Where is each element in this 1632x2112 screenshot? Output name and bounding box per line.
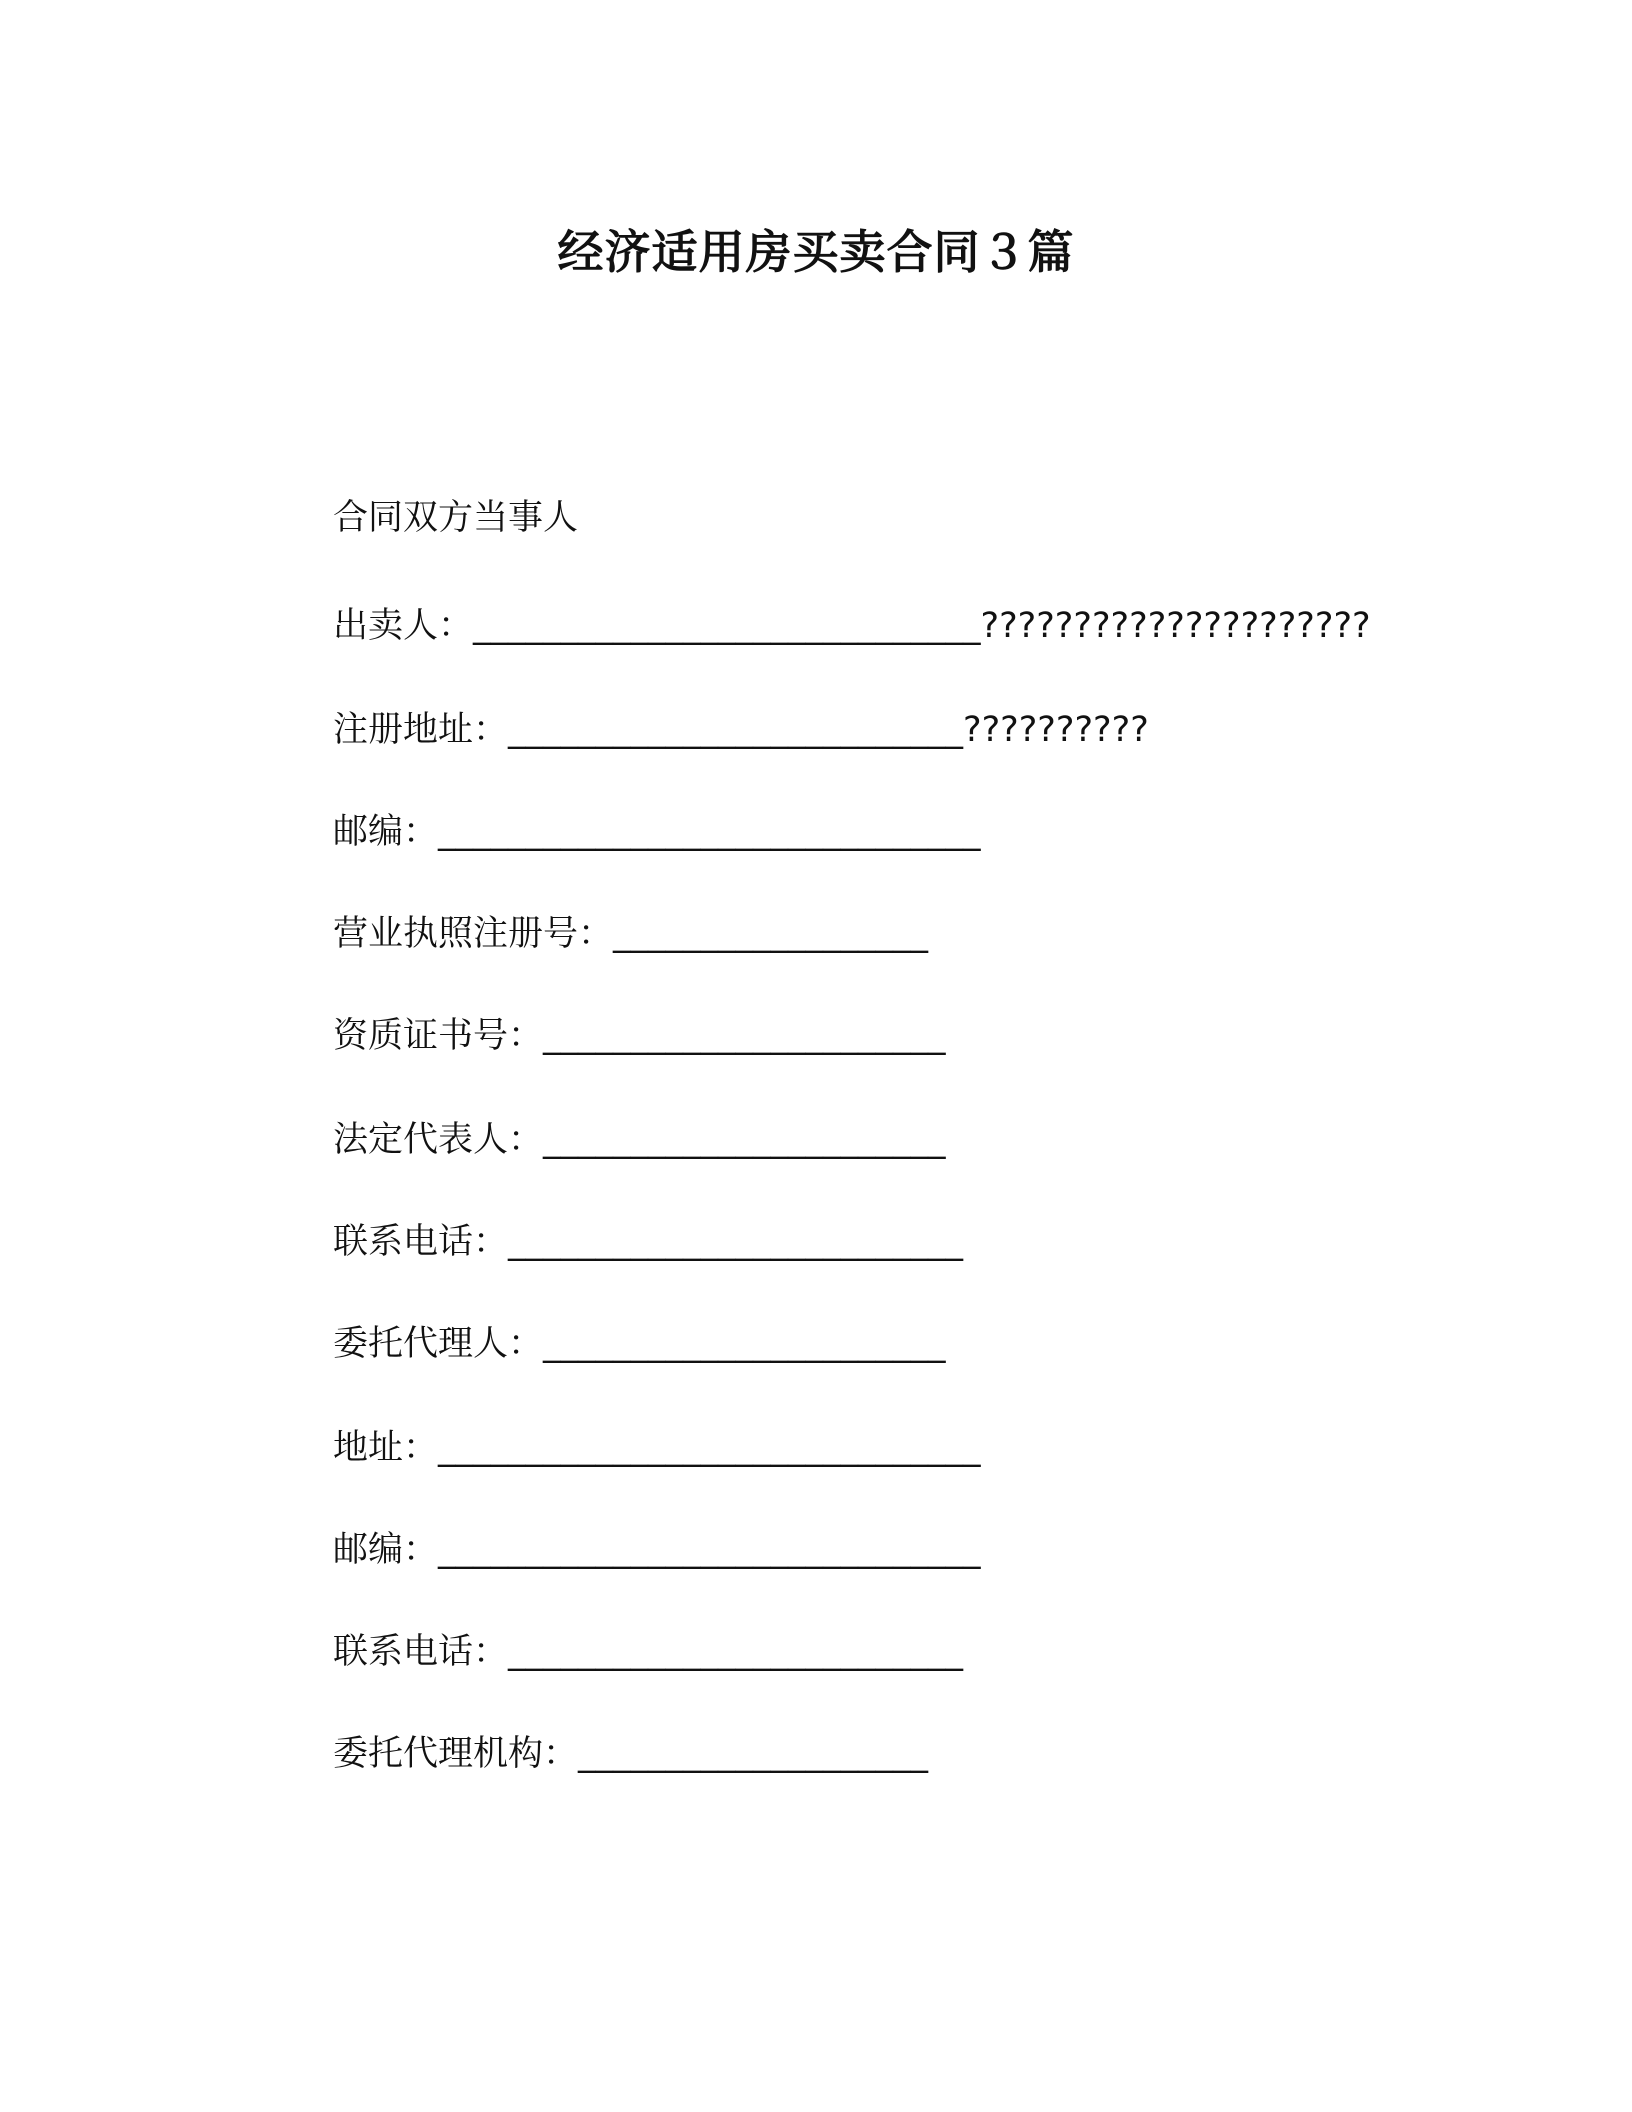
document-title: 经济适用房买卖合同３篇 (557, 225, 1075, 279)
field-agent-postcode: 邮编：_______________________________ (333, 1530, 981, 1570)
field-address: 地址：_______________________________ (333, 1428, 981, 1468)
section-heading: 合同双方当事人 (333, 498, 579, 538)
field-seller: 出卖人：_____________________________????????????????????? (333, 606, 1371, 646)
field-agent-phone: 联系电话：__________________________ (333, 1632, 964, 1672)
field-phone: 联系电话：__________________________ (333, 1222, 964, 1262)
field-postcode: 邮编：_______________________________ (333, 812, 981, 852)
field-authorized-agent: 委托代理人：_______________________ (333, 1324, 946, 1364)
field-qualification-cert-no: 资质证书号：_______________________ (333, 1016, 946, 1056)
field-registered-address: 注册地址：__________________________?????????? (333, 710, 1149, 750)
field-legal-representative: 法定代表人：_______________________ (333, 1120, 946, 1160)
field-agency: 委托代理机构：____________________ (333, 1734, 929, 1774)
field-business-license-no: 营业执照注册号：__________________ (333, 914, 929, 954)
